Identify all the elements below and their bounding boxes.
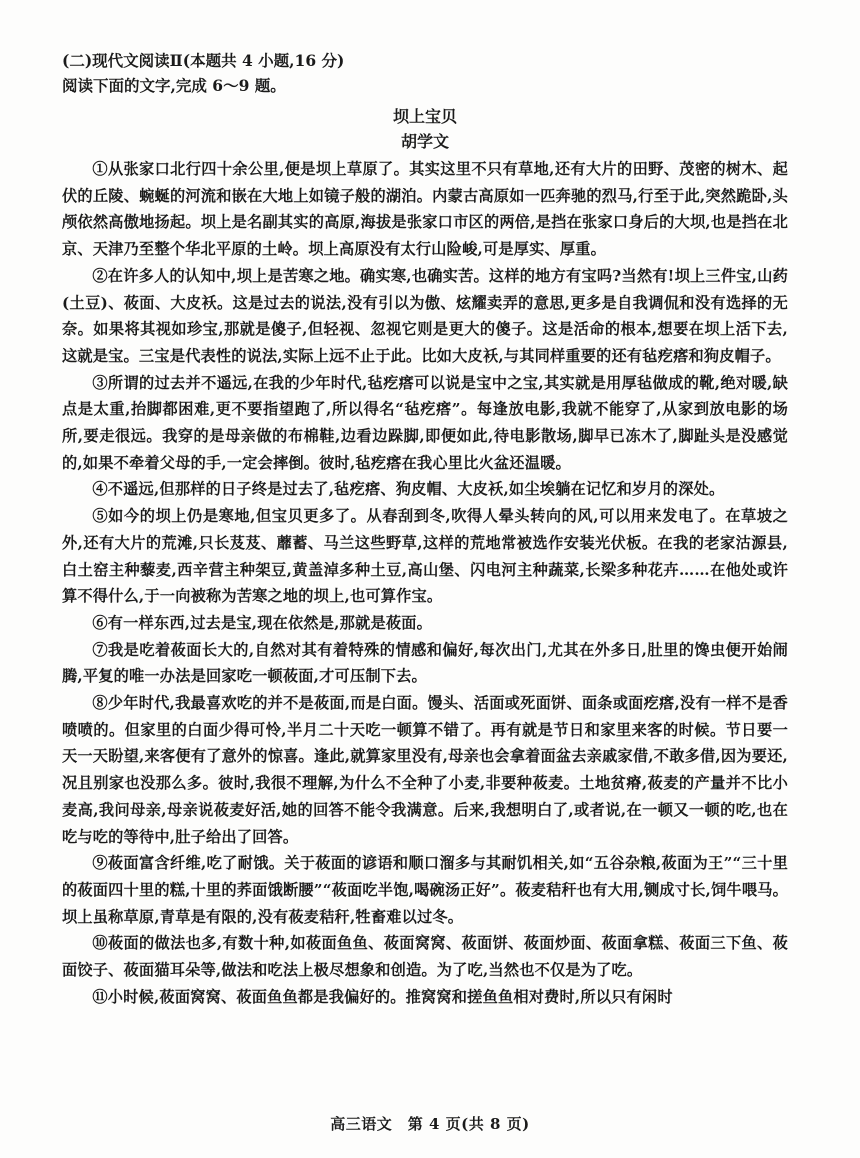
page-content xyxy=(62,48,788,1011)
paragraph-6: ⑥有一样东西,过去是宝,现在依然是,那就是莜面。 xyxy=(92,613,432,632)
paragraph-3: ③所谓的过去并不遥远,在我的少年时代,毡疙瘩可以说是宝中之宝,其实就是用厚毡做成的靴,绝对暖,缺点是太重,抬脚都困难,更不要指望跑了,所以得名“毡疙瘩”。每逢放电影,我就不能穿了,从家到放电影的场所,要走很远。我穿的是母亲做的布棉鞋,边看边跺脚,即便如此,待电影散场,脚早已冻木了,脚趾头是没感觉的,如果不牵着父母的手,一定会摔倒。彼时,毡疙瘩在我心里比火盆还温暖。 xyxy=(62,373,788,472)
paragraph-10: ⑩莜面的做法也多,有数十种,如莜面鱼鱼、莜面窝窝、莜面饼、莜面炒面、莜面拿糕、莜面三下鱼、莜面饺子、莜面猫耳朵等,做法和吃法上极尽想象和创造。为了吃,当然也不仅是为了吃。 xyxy=(62,934,788,980)
section-heading: (二)现代文阅读Ⅱ(本题共 4 小题,16 分) xyxy=(62,51,345,70)
article-author: 胡学文 xyxy=(400,132,449,151)
paragraph-8: ⑧少年时代,我最喜欢吃的并不是莜面,而是白面。馒头、活面或死面饼、面条或面疙瘩,没有一样不是香喷喷的。但家里的白面少得可怜,半月二十天吃一顿算不错了。再有就是节日和家里来客的时候。节日要一天一天盼望,来客便有了意外的惊喜。逢此,就算家里没有,母亲也会拿着面盆去亲戚家借,不敢多借,因为要还,况且别家也没那么多。彼时,我很不理解,为什么不全种了小麦,非要种莜麦。土地贫瘠,莜麦的产量并不比小麦高,我问母亲,母亲说莜麦好活,她的回答不能令我满意。后来,我想明白了,或者说,在一顿又一顿的吃,也在吃与吃的等待中,肚子给出了回答。 xyxy=(62,694,788,846)
paragraph-7: ⑦我是吃着莜面长大的,自然对其有着特殊的情感和偏好,每次出门,尤其在外多日,肚里的馋虫便开始闹腾,平复的唯一办法是回家吃一顿莜面,才可压制下去。 xyxy=(62,640,788,686)
reading-instruction: 阅读下面的文字,完成 6～9 题。 xyxy=(62,76,286,95)
paragraph-11: ⑪小时候,莜面窝窝、莜面鱼鱼都是我偏好的。推窝窝和搓鱼鱼相对费时,所以只有闲时 xyxy=(92,987,673,1006)
page-footer: 高三语文 第 4 页(共 8 页) xyxy=(330,1115,530,1133)
paragraph-5: ⑤如今的坝上仍是寒地,但宝贝更多了。从春刮到冬,吹得人晕头转向的风,可以用来发电了。在草坡之外,还有大片的荒滩,只长芨芨、蘼蓄、马兰这些野草,这样的荒地常被选作安装光伏板。在我的老家沽源县,白土窑主种藜麦,西辛营主种架豆,黄盖淖多种土豆,高山堡、闪电河主种蔬菜,长梁多种花卉……在他处或许算不得什么,于一向被称为苦寒之地的坝上,也可算作宝。 xyxy=(62,507,788,606)
paragraph-4: ④不遥远,但那样的日子终是过去了,毡疙瘩、狗皮帽、大皮袄,如尘埃躺在记忆和岁月的深处。 xyxy=(92,480,725,499)
paragraph-9: ⑨莜面富含纤维,吃了耐饿。关于莜面的谚语和顺口溜多与其耐饥相关,如“五谷杂粮,莜面为王”“三十里的莜面四十里的糕,十里的荞面饿断腰”“莜面吃半饱,喝碗汤正好”。莜麦秸秆也有大用,铡成寸长,饲牛喂马。坝上虽称草原,青草是有限的,没有莜麦秸秆,牲畜难以过冬。 xyxy=(62,854,788,926)
paragraph-1: ①从张家口北行四十余公里,便是坝上草原了。其实这里不只有草地,还有大片的田野、茂密的树木、起伏的丘陵、蜿蜒的河流和嵌在大地上如镜子般的湖泊。内蒙古高原如一匹奔驰的烈马,行至于此,突然跪卧,头颅依然高傲地扬起。坝上是名副其实的高原,海拔是张家口市区的两倍,是挡在张家口身后的大坝,也是挡在北京、天津乃至整个华北平原的土岭。坝上高原没有太行山险峻,可是厚实、厚重。 xyxy=(62,160,788,259)
article-title: 坝上宝贝 xyxy=(392,107,457,126)
paragraph-2: ②在许多人的认知中,坝上是苦寒之地。确实寒,也确实苦。这样的地方有宝吗?当然有!坝上三件宝,山药(土豆)、莜面、大皮袄。这是过去的说法,没有引以为傲、炫耀卖弄的意思,更多是自我调侃和没有选择的无奈。如果将其视如珍宝,那就是傻子,但轻视、忽视它则是更大的傻子。这是活命的根本,想要在坝上活下去,这就是宝。三宝是代表性的说法,实际上远不止于此。比如大皮袄,与其同样重要的还有毡疙瘩和狗皮帽子。 xyxy=(62,266,788,365)
